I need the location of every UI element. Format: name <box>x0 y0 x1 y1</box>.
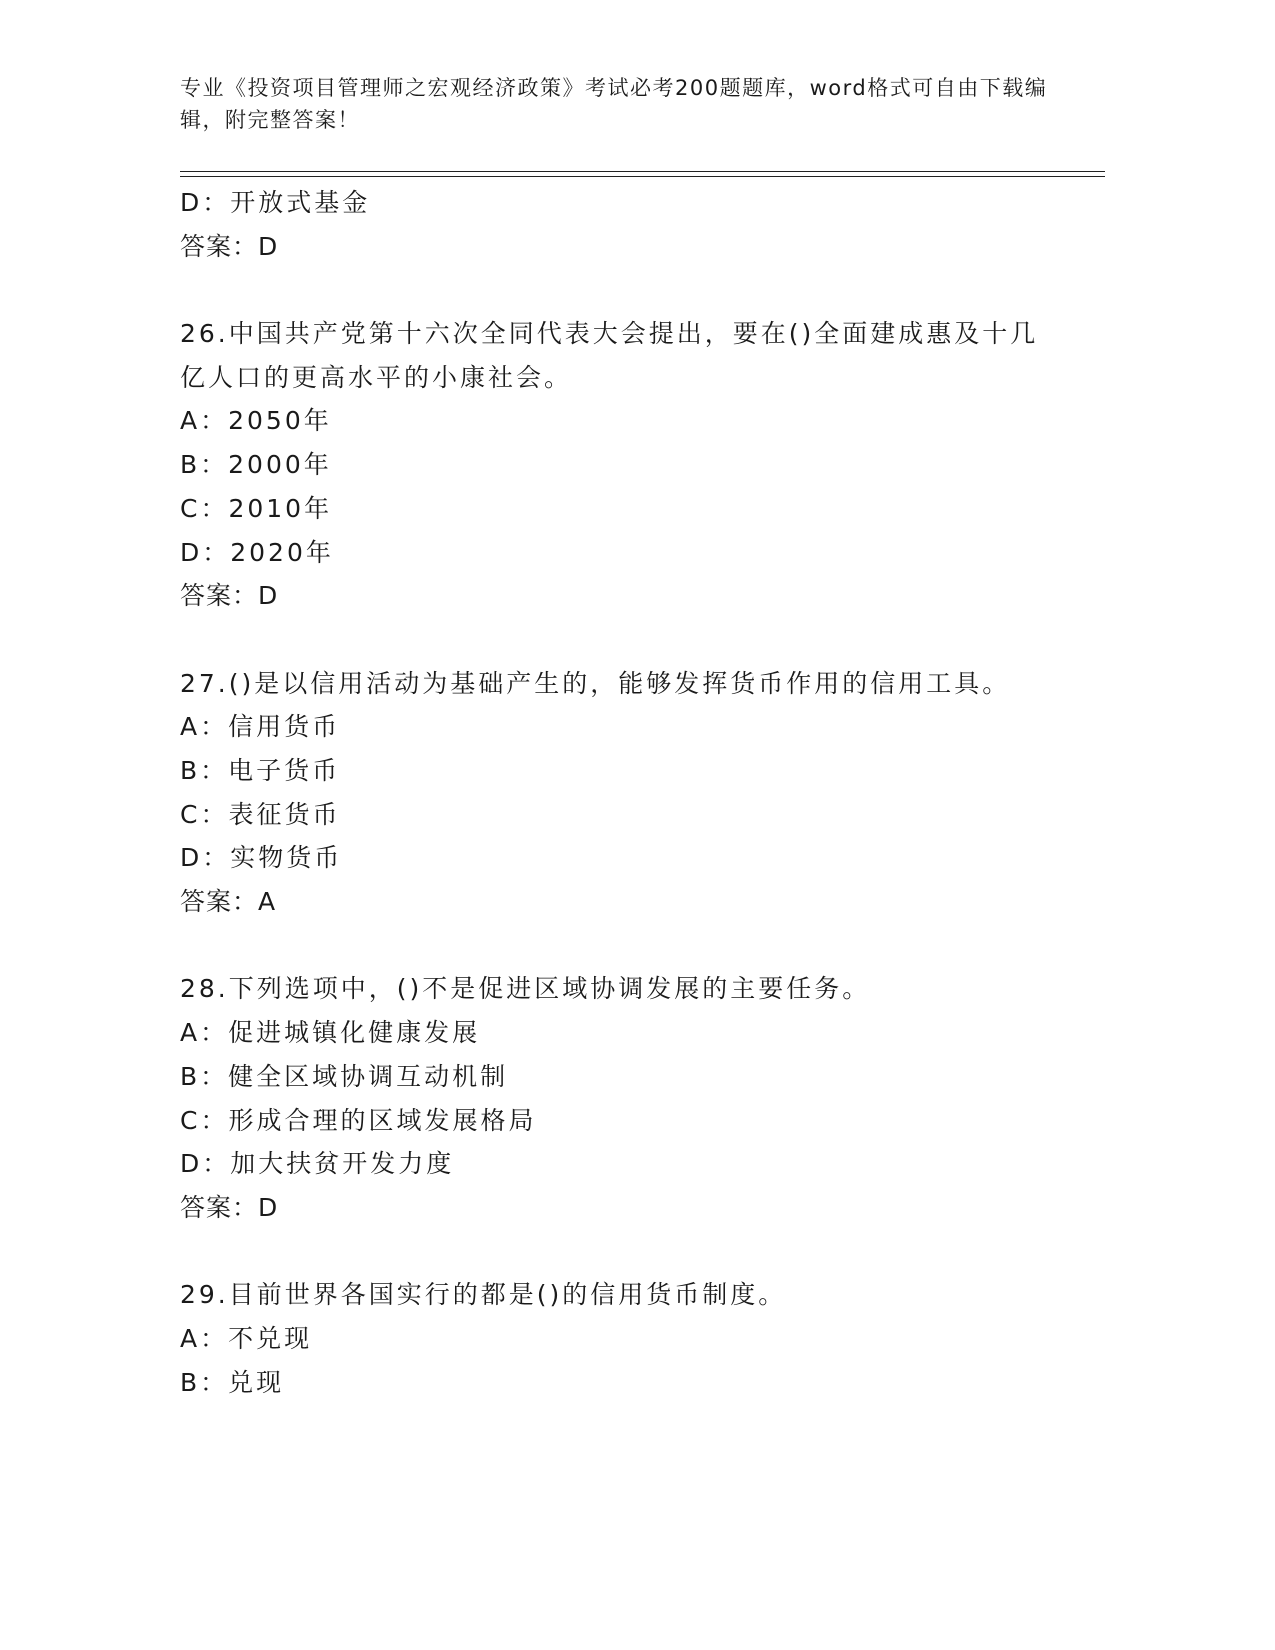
question-27-option-a: A：信用货币 <box>180 712 341 742</box>
question-28-option-c: C：形成合理的区域发展格局 <box>180 1105 537 1135</box>
question-29-option-b: B：兑现 <box>180 1367 285 1397</box>
question-26-option-c: C：2010年 <box>180 493 333 523</box>
question-26-answer: 答案：D <box>180 581 279 611</box>
answer: 答案：D <box>180 231 279 261</box>
question-27-text: 27.()是以信用活动为基础产生的，能够发挥货币作用的信用工具。 <box>180 668 1011 698</box>
question-28-text: 28.下列选项中，()不是促进区域协调发展的主要任务。 <box>180 974 871 1004</box>
spacer <box>180 618 1105 662</box>
spacer <box>180 268 1105 312</box>
question-29-option-a: A：不兑现 <box>180 1323 313 1353</box>
question-27-option-c: C：表征货币 <box>180 799 341 829</box>
question-26-option-a: A：2050年 <box>180 406 332 436</box>
option-d: D：开放式基金 <box>180 188 371 217</box>
spacer <box>180 924 1105 968</box>
question-28-option-d: D：加大扶贫开发力度 <box>180 1149 455 1179</box>
document-header: 专业《投资项目管理师之宏观经济政策》考试必考200题题库，word格式可自由下载编辑，附完整答案！ <box>180 76 1048 132</box>
question-list <box>180 181 1105 1404</box>
question-26-option-d: D：2020年 <box>180 537 334 567</box>
question-28-option-a: A：促进城镇化健康发展 <box>180 1018 481 1048</box>
question-26-option-b: B：2000年 <box>180 450 332 480</box>
question-26-text: 26.中国共产党第十六次全同代表大会提出，要在()全面建成惠及十几亿人口的更高水平的小康社会。 <box>180 319 1039 392</box>
question-27-option-b: B：电子货币 <box>180 755 341 785</box>
spacer <box>180 1230 1105 1274</box>
question-28-answer: 答案：D <box>180 1192 279 1222</box>
question-28-option-b: B：健全区域协调互动机制 <box>180 1061 509 1091</box>
header-divider-top <box>180 171 1105 172</box>
question-27-answer: 答案：A <box>180 887 277 917</box>
question-29-text: 29.目前世界各国实行的都是()的信用货币制度。 <box>180 1280 787 1310</box>
header-divider-bottom <box>180 176 1105 177</box>
question-27-option-d: D：实物货币 <box>180 843 343 873</box>
